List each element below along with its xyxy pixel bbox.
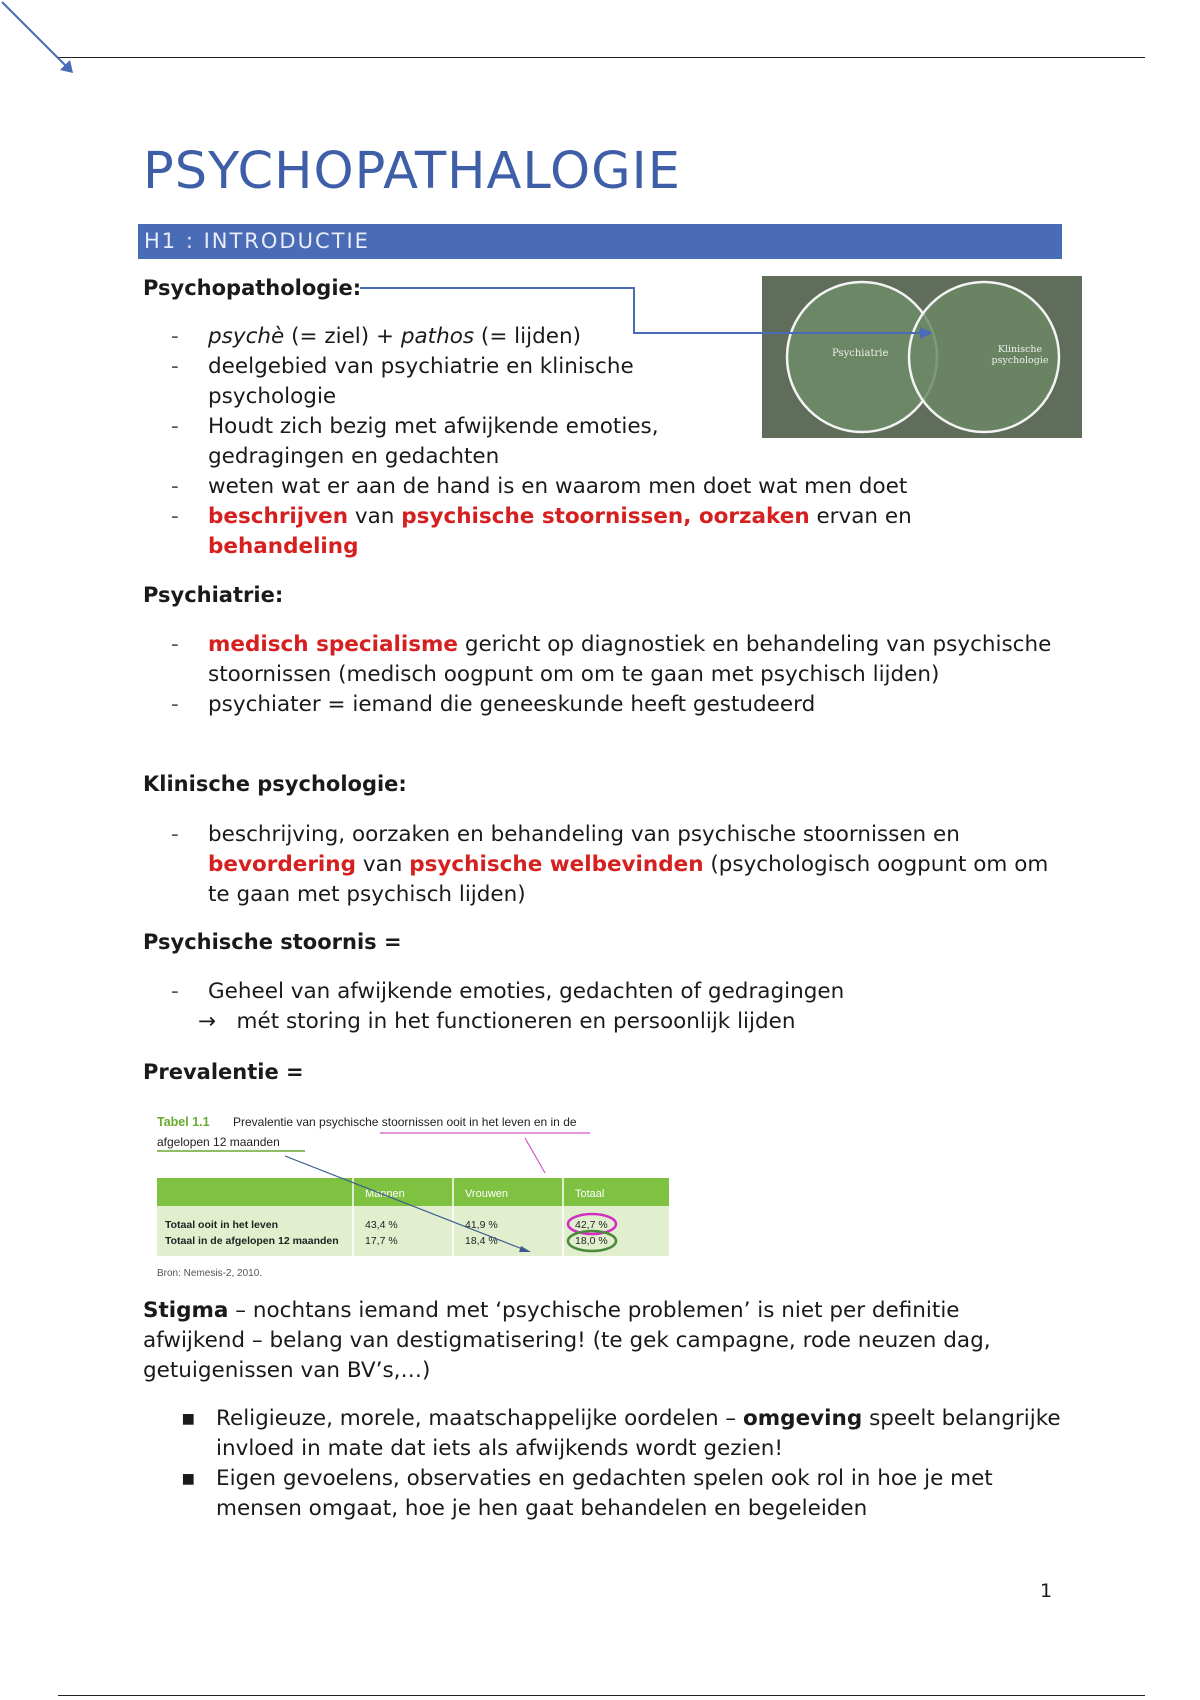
col-header-totaal: Totaal	[575, 1188, 605, 1200]
cell-value: 41,9 %	[465, 1219, 498, 1231]
list-item: - Geheel van afwijkende emoties, gedachten of gedragingen	[143, 977, 1063, 1007]
cell-value: 42,7 %	[575, 1219, 608, 1231]
header-rule	[58, 57, 1145, 58]
stigma-list	[143, 1404, 1063, 1524]
heading-psychopathologie: Psychopathologie:	[143, 276, 362, 300]
venn-diagram	[762, 276, 1082, 438]
venn-label-klinische: Klinische psychologie	[991, 344, 1049, 366]
right-arrow-icon: →	[198, 1009, 217, 1034]
chapter-heading: H1 : INTRODUCTIE	[138, 224, 1062, 259]
list-item: - psychè (= ziel) + pathos (= lijden)	[143, 322, 703, 352]
list-item: - weten wat er aan de hand is en waarom men doet wat men doet	[143, 472, 1063, 502]
row-label: Totaal in de afgelopen 12 maanden	[165, 1235, 339, 1247]
list-item: ▪ Religieuze, morele, maatschappelijke oordelen – omgeving speelt belangrijke invloed in mate dat iets als afwijkends wordt gezien!	[143, 1404, 1063, 1464]
stoornis-list	[143, 977, 1063, 1037]
list-item: - beschrijven van psychische stoornissen, oorzaken ervan en behandeling	[143, 502, 1063, 562]
psychopathologie-list-2	[143, 472, 1063, 562]
table-caption-label: Tabel 1.1	[157, 1115, 210, 1129]
list-item: ▪ Eigen gevoelens, observaties en gedachten spelen ook rol in hoe je met mensen omgaat, hoe je hen gaat behandelen en begeleiden	[143, 1464, 1063, 1524]
table-caption-text: Prevalentie van psychische stoornissen ooit in het leven en in de afgelopen 12 maanden	[157, 1115, 577, 1149]
list-item: - psychiater = iemand die geneeskunde heeft gestudeerd	[143, 690, 1063, 720]
page-number: 1	[1040, 1580, 1053, 1602]
heading-prevalentie: Prevalentie =	[143, 1060, 304, 1084]
heading-klinische-psychologie: Klinische psychologie:	[143, 772, 407, 796]
corner-arrow-icon	[0, 0, 90, 90]
cell-value: 43,4 %	[365, 1219, 398, 1231]
prevalence-table-figure	[155, 1108, 675, 1283]
stigma-paragraph: Stigma – nochtans iemand met ‘psychische problemen’ is niet per definitie afwijkend – belang van destigmatisering! (te gek campagne, rode neuzen dag, getuigenissen van BV’s,…)	[143, 1298, 991, 1383]
col-header-vrouwen: Vrouwen	[465, 1188, 509, 1200]
list-item: - Houdt zich bezig met afwijkende emoties, gedragingen en gedachten	[143, 412, 703, 472]
klinisch-list	[143, 820, 1073, 910]
cell-value: 18,0 %	[575, 1235, 608, 1247]
page-title: PSYCHOPATHALOGIE	[143, 142, 681, 201]
row-label: Totaal ooit in het leven	[165, 1219, 278, 1231]
cell-value: 17,7 %	[365, 1235, 398, 1247]
psychopathologie-list	[143, 322, 703, 472]
cell-value: 18,4 %	[465, 1235, 498, 1247]
venn-label-psychiatrie: Psychiatrie	[832, 348, 889, 359]
arrow-line: → mét storing in het functioneren en persoonlijk lijden	[198, 1009, 796, 1034]
table-source: Bron: Nemesis-2, 2010.	[157, 1268, 263, 1279]
col-header-mannen: Mannen	[365, 1188, 405, 1200]
heading-psychische-stoornis: Psychische stoornis =	[143, 930, 402, 954]
list-item: - medisch specialisme gericht op diagnostiek en behandeling van psychische stoornissen (medisch oogpunt om om te gaan met psychisch lijden)	[143, 630, 1063, 690]
footer-rule	[58, 1695, 1145, 1696]
heading-psychiatrie: Psychiatrie:	[143, 583, 284, 607]
psychiatrie-list	[143, 630, 1063, 720]
list-item: - beschrijving, oorzaken en behandeling van psychische stoornissen en bevordering van psychische welbevinden (psychologisch oogpunt om om te gaan met psychisch lijden)	[143, 820, 1073, 910]
list-item: - deelgebied van psychiatrie en klinische psychologie	[143, 352, 703, 412]
